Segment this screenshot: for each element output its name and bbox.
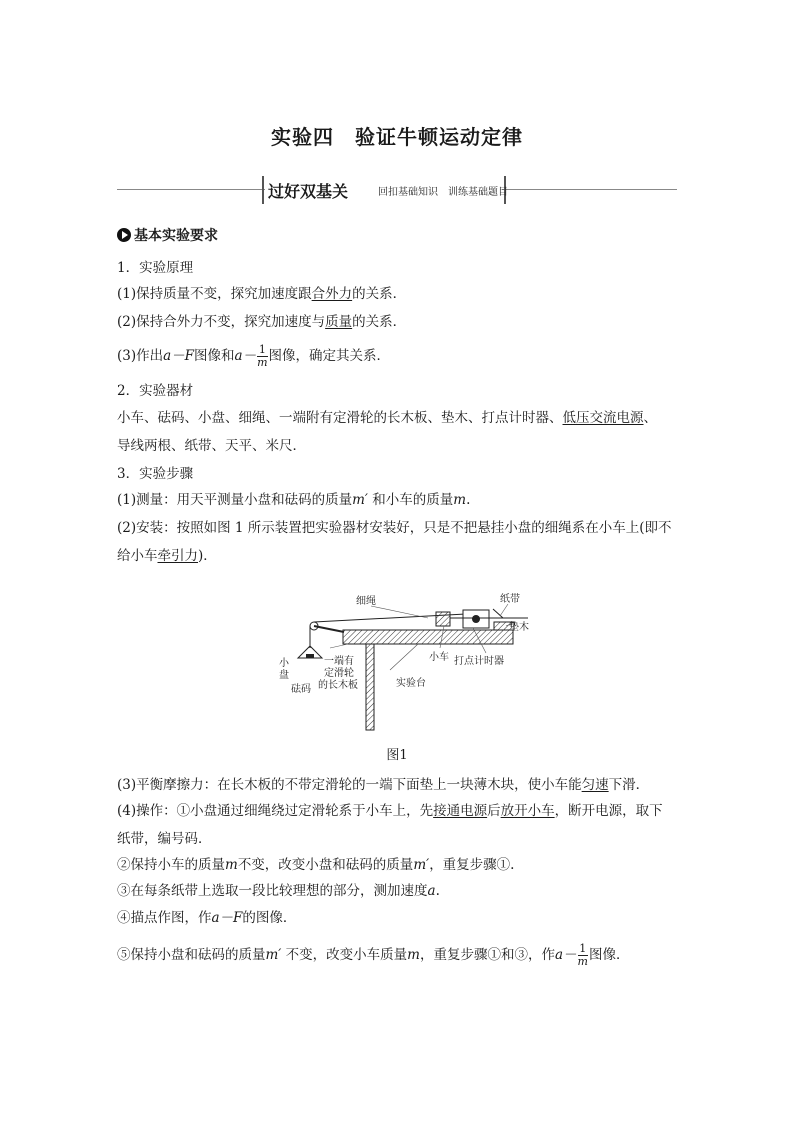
banner-rule-left xyxy=(117,189,265,190)
equipment-line-2: 导线两根、纸带、天平、米尺． xyxy=(117,438,306,454)
banner-title: 过好双基关 xyxy=(268,182,349,201)
label-rope: 细绳 xyxy=(356,596,376,607)
cart xyxy=(436,612,450,626)
banner-subtitle: 回扣基础知识 训练基础题目 xyxy=(378,187,508,198)
section-heading xyxy=(117,225,218,245)
principle-item-2: (2)保持合外力不变，探究加速度与质量的关系． xyxy=(117,314,407,330)
label-board-3: 的长木板 xyxy=(318,680,358,691)
principle-item-1: (1)保持质量不变，探究加速度跟合外力的关系． xyxy=(117,286,407,302)
step-4-item-5: ⑤保持小盘和砝码的质量m′ 不变，改变小车质量m，重复步骤①和③，作a－ $\frac{1}{m}$ 图像． xyxy=(117,942,630,968)
steps-heading: 3．实验步骤 xyxy=(117,466,194,482)
principle-item-3: (3)作出a－F图像和a－ $\frac{1}{m}$ 图像，确定其关系． xyxy=(117,343,391,369)
equipment-line-1: 小车、砝码、小盘、细绳、一端附有定滑轮的长木板、垫木、打点计时器、低压交流电源、 xyxy=(117,410,657,426)
step-1: (1)测量：用天平测量小盘和砝码的质量m′ 和小车的质量m. xyxy=(117,492,471,508)
label-tape: 纸带 xyxy=(500,594,520,605)
figure-caption: 图1 xyxy=(386,748,408,763)
page-title: 实验四 验证牛顿运动定律 xyxy=(271,125,523,149)
label-table: 实验台 xyxy=(396,678,426,689)
label-board-2: 定滑轮 xyxy=(324,668,354,679)
banner-rule-right xyxy=(502,189,677,190)
step-4-line-2: 纸带，编号码． xyxy=(117,831,212,847)
step-4-item-3: ③在每条纸带上选取一段比较理想的部分，测加速度a. xyxy=(117,883,440,899)
table-leg xyxy=(366,644,374,730)
label-weight: 砝码 xyxy=(291,684,311,695)
fraction-one-over-m: $\frac{1}{m}$ xyxy=(577,942,588,968)
label-pan-1: 小 xyxy=(279,658,289,669)
label-cart: 小车 xyxy=(429,652,449,663)
label-pan-2: 盘 xyxy=(279,670,289,681)
play-circle-icon xyxy=(117,228,131,242)
equipment-heading: 2．实验器材 xyxy=(117,383,194,399)
principle-heading: 1．实验原理 xyxy=(117,260,194,276)
step-2-line-2: 给小车牵引力)． xyxy=(117,548,217,564)
step-4-line-1: (4)操作：①小盘通过细绳绕过定滑轮系于小车上，先接通电源后放开小车，断开电源，取下 xyxy=(117,803,663,819)
section-heading-text: 基本实验要求 xyxy=(134,228,218,244)
step-4-item-2: ②保持小车的质量m不变，改变小盘和砝码的质量m′，重复步骤①. xyxy=(117,857,515,873)
long-board xyxy=(343,630,513,644)
weights xyxy=(306,654,314,658)
label-timer: 打点计时器 xyxy=(454,656,504,667)
step-2-line-1: (2)安装：按照如图 1 所示装置把实验器材安装好，只是不把悬挂小盘的细绳系在小车上(即不 xyxy=(117,520,672,536)
step-4-item-4: ④描点作图，作a－F的图像． xyxy=(117,910,297,926)
apparatus-figure xyxy=(268,588,538,738)
step-3: (3)平衡摩擦力：在长木板的不带定滑轮的一端下面垫上一块薄木块，使小车能匀速下滑． xyxy=(117,777,650,793)
label-pad: 垫木 xyxy=(509,622,529,633)
label-board-1: 一端有 xyxy=(324,656,354,667)
fraction-one-over-m: $\frac{1}{m}$ xyxy=(257,343,268,369)
